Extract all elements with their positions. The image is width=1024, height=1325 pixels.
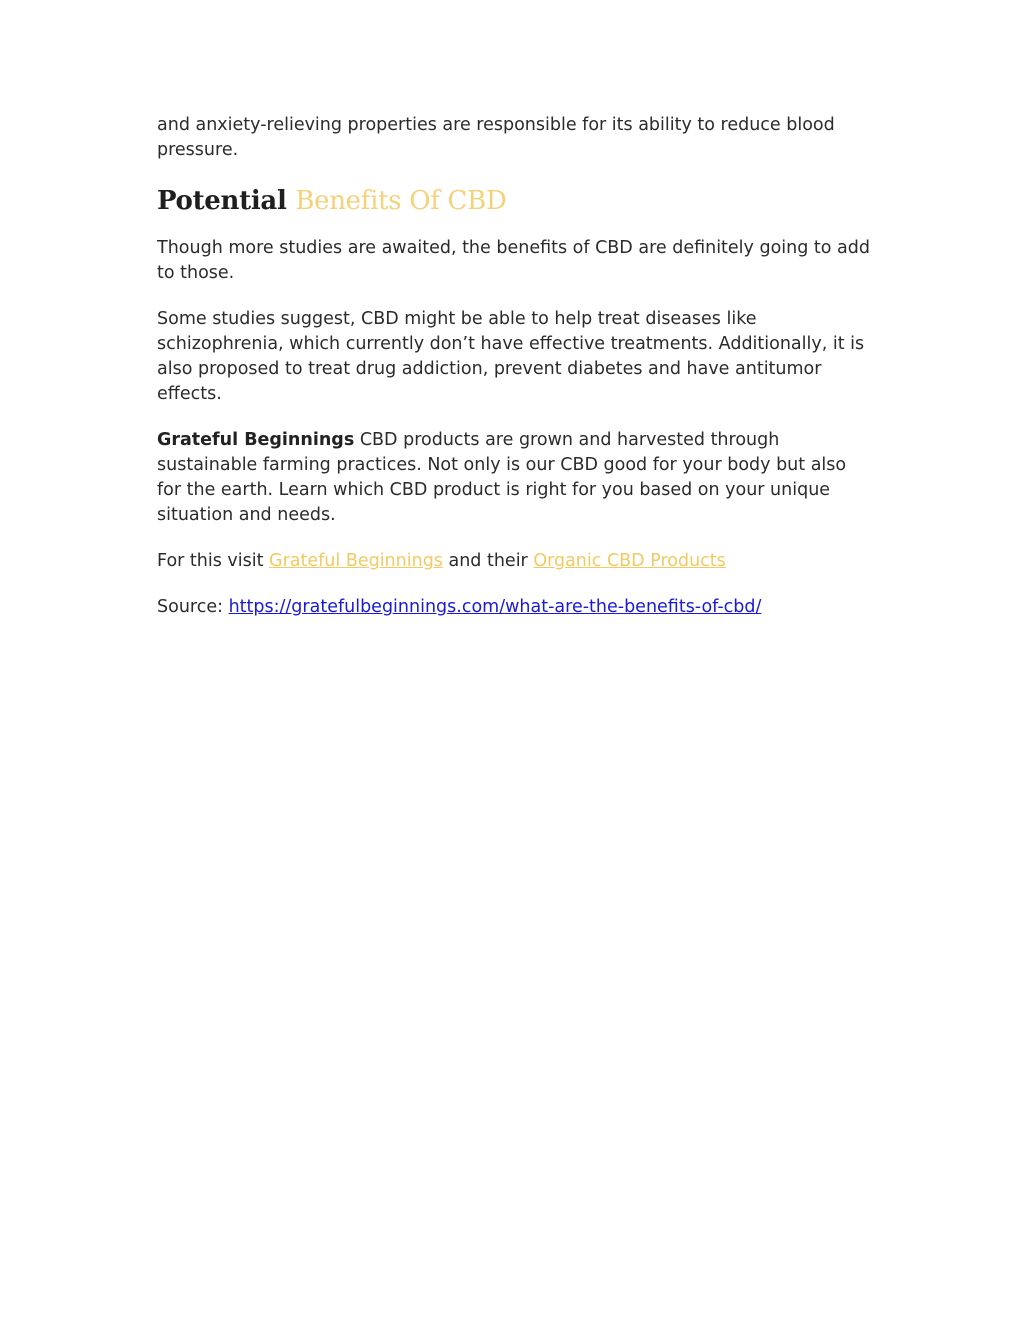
intro-paragraph: and anxiety-relieving properties are responsible for its ability to reduce blood pressure. (157, 115, 835, 160)
visit-paragraph (157, 549, 872, 574)
brand-name-bold: Grateful Beginnings (157, 430, 355, 450)
paragraph-studies-awaited: Though more studies are awaited, the benefits of CBD are definitely going to add to those. (157, 238, 870, 283)
heading-part-benefits: Benefits Of CBD (295, 186, 507, 216)
source-url-link[interactable]: https://gratefulbeginnings.com/what-are-the-benefits-of-cbd/ (228, 597, 762, 617)
paragraph-studies-suggest: Some studies suggest, CBD might be able to help treat diseases like schizophrenia, which currently don’t have effective treatments. Additionally, it is also proposed to treat drug addiction, prevent diabetes and have antitumor effects. (157, 309, 865, 404)
source-label: Source: (157, 597, 229, 617)
source-paragraph (157, 595, 872, 620)
visit-prefix: For this visit (157, 551, 270, 571)
section-heading (157, 184, 872, 218)
paragraph-grateful-beginnings-text: CBD products are grown and harvested through sustainable farming practices. Not only is our CBD good for your body but also for the earth. Learn which CBD product is right for you based on your unique situation and needs. (157, 430, 847, 525)
organic-cbd-products-link[interactable]: Organic CBD Products (533, 551, 726, 571)
heading-part-potential: Potential (157, 186, 287, 216)
grateful-beginnings-link[interactable]: Grateful Beginnings (269, 551, 443, 571)
paragraph-grateful-beginnings (157, 428, 872, 528)
visit-middle: and their (442, 551, 534, 571)
document-page (157, 113, 872, 641)
